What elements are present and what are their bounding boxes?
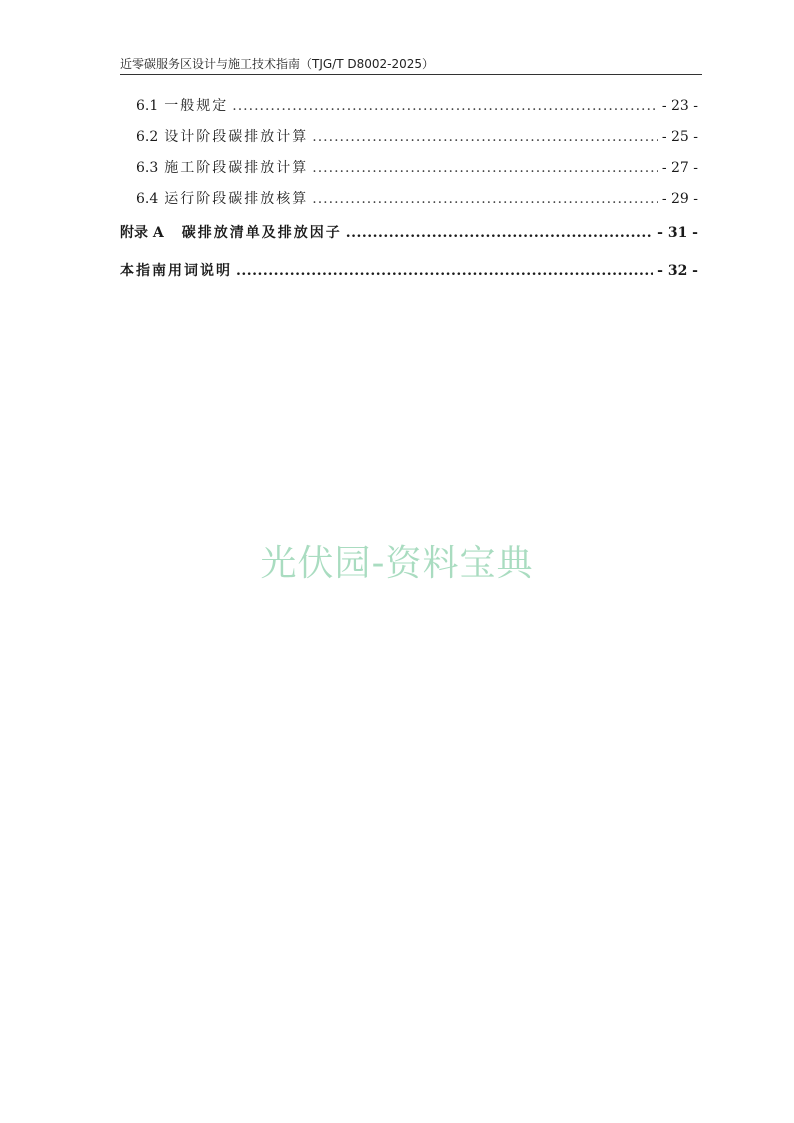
dot-leader	[236, 259, 653, 283]
table-of-contents	[120, 94, 698, 297]
toc-entry-number: 6.2	[136, 129, 159, 145]
toc-entry-title: 本指南用词说明	[120, 263, 232, 279]
dot-leader	[232, 94, 658, 118]
toc-entry-number: 6.4	[136, 191, 159, 207]
header-title: 近零碳服务区设计与施工技术指南（TJG/T D8002-2025）	[120, 57, 435, 71]
dot-leader	[346, 221, 653, 245]
dot-leader	[312, 187, 658, 211]
toc-entry-title: 运行阶段碳排放核算	[164, 191, 309, 207]
dot-leader	[312, 156, 658, 180]
toc-entry-title: 设计阶段碳排放计算	[164, 129, 309, 145]
toc-entry-6-2[interactable]	[120, 125, 698, 149]
toc-entry-title: 一般规定	[164, 98, 229, 114]
toc-entry-page: - 29 -	[661, 191, 698, 207]
toc-entry-title: 施工阶段碳排放计算	[164, 160, 309, 176]
watermark-text: 光伏园-资料宝典	[260, 543, 534, 584]
toc-entry-page: - 23 -	[661, 98, 698, 114]
toc-entry-page: - 31 -	[657, 225, 698, 241]
toc-entry-page: - 25 -	[661, 129, 698, 145]
toc-entry-number: 附录 A	[120, 225, 164, 241]
toc-entry-6-4[interactable]	[120, 187, 698, 211]
toc-entry-terms-explanation[interactable]	[120, 259, 698, 283]
toc-entry-title: 碳排放清单及排放因子	[181, 225, 342, 241]
toc-entry-page: - 27 -	[661, 160, 698, 176]
toc-entry-appendix-a[interactable]	[120, 221, 698, 245]
toc-entry-number: 6.1	[136, 98, 159, 114]
dot-leader	[312, 125, 658, 149]
running-header	[120, 56, 702, 75]
toc-entry-6-1[interactable]	[120, 94, 698, 118]
toc-entry-page: - 32 -	[657, 263, 698, 279]
toc-entry-number: 6.3	[136, 160, 159, 176]
toc-entry-6-3[interactable]	[120, 156, 698, 180]
watermark	[0, 540, 794, 588]
